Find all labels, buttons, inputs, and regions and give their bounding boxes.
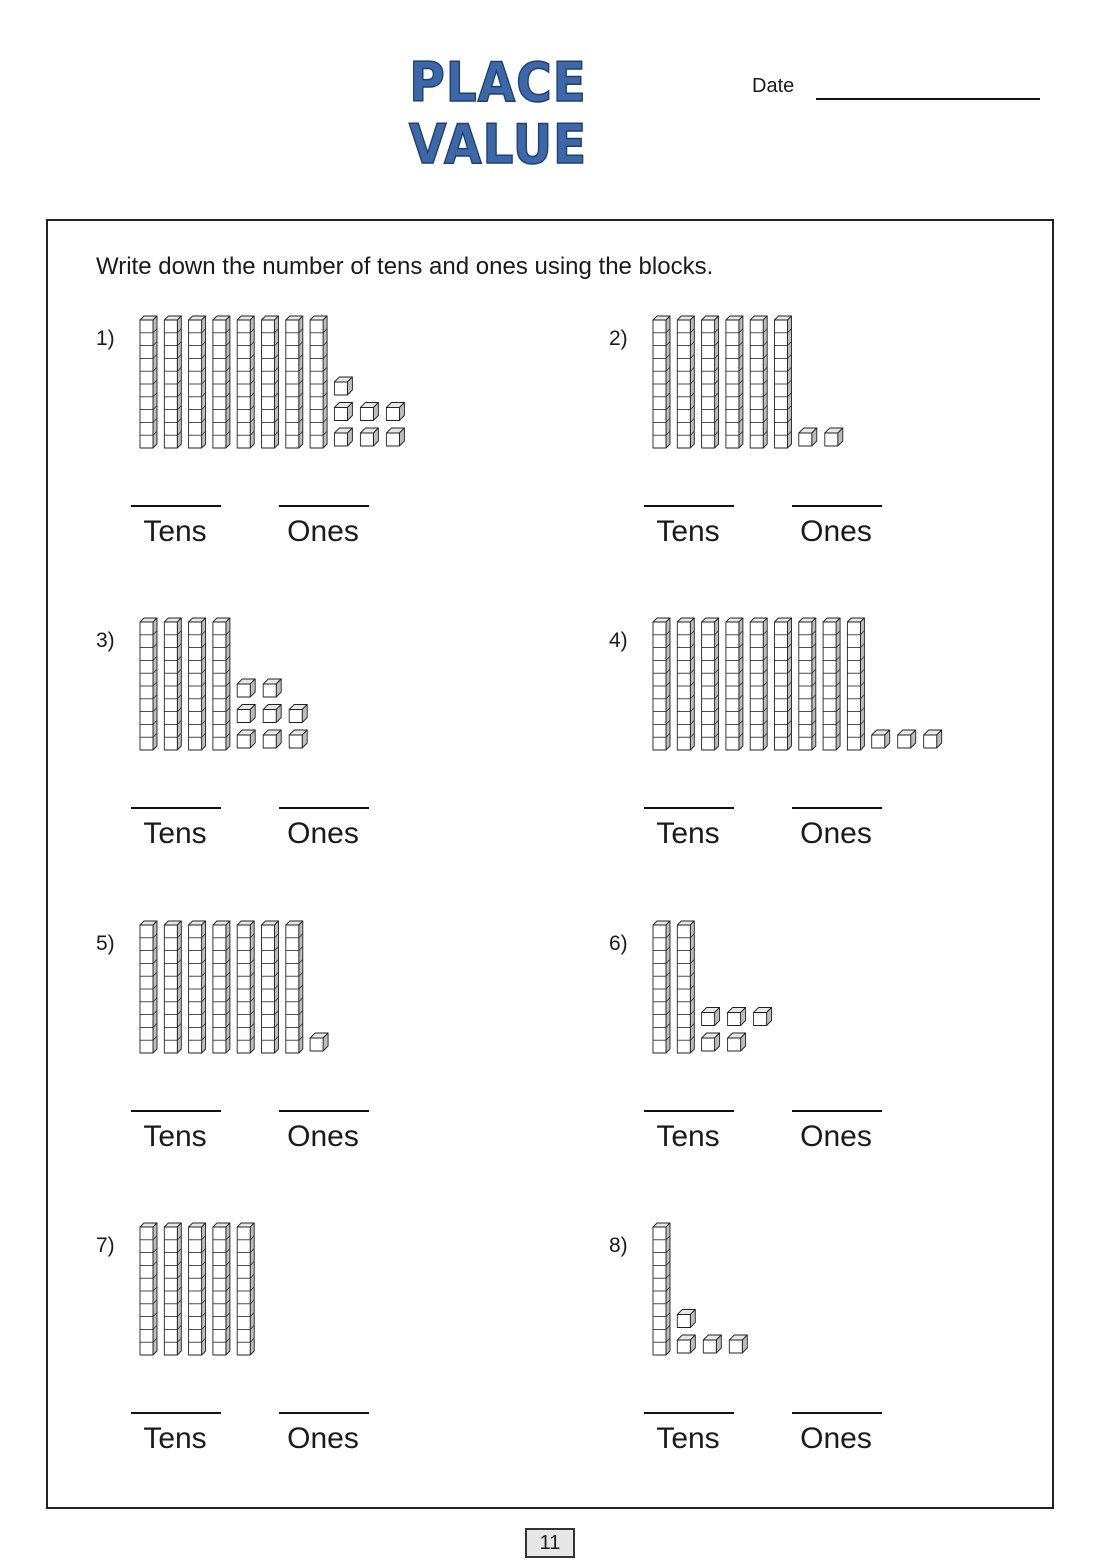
unit-cube bbox=[703, 1335, 721, 1353]
unit-cube bbox=[677, 1335, 695, 1353]
ten-rod bbox=[653, 316, 670, 448]
unit-cube bbox=[702, 1008, 720, 1026]
unit-cube bbox=[334, 377, 352, 395]
ten-rod bbox=[653, 618, 670, 750]
ten-rod bbox=[189, 921, 206, 1053]
tens-answer-line[interactable] bbox=[131, 807, 221, 809]
ones-answer-line[interactable] bbox=[279, 505, 369, 507]
ten-rod bbox=[140, 316, 157, 448]
unit-cube bbox=[289, 705, 307, 723]
tens-label: Tens bbox=[656, 1120, 720, 1153]
ten-rod bbox=[750, 618, 767, 750]
ten-rod bbox=[140, 921, 157, 1053]
ten-rod bbox=[726, 316, 743, 448]
ten-rod bbox=[237, 921, 254, 1053]
ones-label: Ones bbox=[287, 515, 359, 548]
tens-label: Tens bbox=[143, 515, 207, 548]
problem-number: 6) bbox=[609, 932, 628, 955]
problem-1 bbox=[96, 314, 516, 574]
unit-cube bbox=[263, 679, 281, 697]
ten-rod bbox=[164, 1223, 181, 1355]
tens-label: Tens bbox=[143, 1422, 207, 1455]
ones-answer-line[interactable] bbox=[279, 807, 369, 809]
problem-3 bbox=[96, 616, 516, 876]
unit-cube bbox=[310, 1033, 328, 1051]
unit-cube bbox=[728, 1033, 746, 1051]
ten-rod bbox=[213, 921, 230, 1053]
ten-rod bbox=[775, 618, 792, 750]
ten-rod bbox=[823, 618, 840, 750]
unit-cube bbox=[702, 1033, 720, 1051]
ones-label: Ones bbox=[287, 817, 359, 850]
ten-rod bbox=[653, 1223, 670, 1355]
ten-rod bbox=[262, 316, 279, 448]
ten-rod bbox=[189, 618, 206, 750]
date-label: Date bbox=[752, 75, 795, 97]
unit-cube bbox=[898, 730, 916, 748]
unit-cube bbox=[729, 1335, 747, 1353]
unit-cube bbox=[334, 428, 352, 446]
ten-rod bbox=[213, 1223, 230, 1355]
unit-cube bbox=[263, 705, 281, 723]
ones-answer-line[interactable] bbox=[279, 1110, 369, 1112]
ten-rod bbox=[799, 618, 816, 750]
ten-rod bbox=[213, 618, 230, 750]
ten-rod bbox=[677, 921, 694, 1053]
unit-cube bbox=[872, 730, 890, 748]
base-ten-blocks bbox=[651, 1221, 1011, 1361]
problem-6 bbox=[609, 919, 1029, 1179]
ten-rod bbox=[140, 1223, 157, 1355]
tens-answer-line[interactable] bbox=[131, 505, 221, 507]
ones-answer-line[interactable] bbox=[792, 807, 882, 809]
ones-label: Ones bbox=[800, 1120, 872, 1153]
ten-rod bbox=[750, 316, 767, 448]
ten-rod bbox=[286, 316, 303, 448]
unit-cube bbox=[263, 730, 281, 748]
tens-answer-line[interactable] bbox=[644, 1412, 734, 1414]
unit-cube bbox=[754, 1008, 772, 1026]
unit-cube bbox=[825, 428, 843, 446]
tens-label: Tens bbox=[656, 1422, 720, 1455]
unit-cube bbox=[924, 730, 942, 748]
unit-cube bbox=[237, 679, 255, 697]
problem-number: 4) bbox=[609, 629, 628, 652]
ones-label: Ones bbox=[287, 1422, 359, 1455]
ten-rod bbox=[140, 618, 157, 750]
ten-rod bbox=[262, 921, 279, 1053]
tens-label: Tens bbox=[143, 1120, 207, 1153]
ten-rod bbox=[702, 316, 719, 448]
ten-rod bbox=[310, 316, 327, 448]
unit-cube bbox=[289, 730, 307, 748]
base-ten-blocks bbox=[138, 919, 498, 1059]
base-ten-blocks bbox=[651, 314, 1011, 454]
ten-rod bbox=[237, 316, 254, 448]
unit-cube bbox=[237, 730, 255, 748]
ones-answer-line[interactable] bbox=[792, 505, 882, 507]
ten-rod bbox=[847, 618, 864, 750]
tens-answer-line[interactable] bbox=[131, 1110, 221, 1112]
ten-rod bbox=[213, 316, 230, 448]
problem-number: 1) bbox=[96, 327, 115, 350]
unit-cube bbox=[386, 428, 404, 446]
ten-rod bbox=[775, 316, 792, 448]
tens-label: Tens bbox=[143, 817, 207, 850]
ten-rod bbox=[677, 618, 694, 750]
unit-cube bbox=[677, 1310, 695, 1328]
unit-cube bbox=[799, 428, 817, 446]
unit-cube bbox=[334, 403, 352, 421]
ten-rod bbox=[726, 618, 743, 750]
problem-4 bbox=[609, 616, 1029, 876]
problem-5 bbox=[96, 919, 516, 1179]
date-field[interactable] bbox=[816, 98, 1040, 100]
ten-rod bbox=[164, 618, 181, 750]
ones-answer-line[interactable] bbox=[792, 1110, 882, 1112]
ten-rod bbox=[677, 316, 694, 448]
ten-rod bbox=[237, 1223, 254, 1355]
page-title: PLACE VALUE bbox=[408, 51, 588, 176]
unit-cube bbox=[386, 403, 404, 421]
base-ten-blocks bbox=[651, 616, 1011, 756]
base-ten-blocks bbox=[651, 919, 1011, 1059]
base-ten-blocks bbox=[138, 314, 498, 454]
tens-answer-line[interactable] bbox=[644, 1110, 734, 1112]
problem-7 bbox=[96, 1221, 516, 1481]
unit-cube bbox=[360, 428, 378, 446]
base-ten-blocks bbox=[138, 616, 498, 756]
ones-label: Ones bbox=[800, 1422, 872, 1455]
problem-number: 8) bbox=[609, 1234, 628, 1257]
ten-rod bbox=[164, 316, 181, 448]
ten-rod bbox=[164, 921, 181, 1053]
ones-answer-line[interactable] bbox=[279, 1412, 369, 1414]
base-ten-blocks bbox=[138, 1221, 498, 1361]
ones-label: Ones bbox=[800, 817, 872, 850]
ten-rod bbox=[189, 316, 206, 448]
problem-2 bbox=[609, 314, 1029, 574]
instructions: Write down the number of tens and ones using the blocks. bbox=[96, 253, 714, 280]
page-number: 11 bbox=[525, 1528, 575, 1558]
tens-answer-line[interactable] bbox=[644, 505, 734, 507]
ten-rod bbox=[189, 1223, 206, 1355]
tens-label: Tens bbox=[656, 515, 720, 548]
unit-cube bbox=[237, 705, 255, 723]
ones-label: Ones bbox=[800, 515, 872, 548]
tens-answer-line[interactable] bbox=[644, 807, 734, 809]
ones-label: Ones bbox=[287, 1120, 359, 1153]
ten-rod bbox=[653, 921, 670, 1053]
problem-8 bbox=[609, 1221, 1029, 1481]
problem-number: 2) bbox=[609, 327, 628, 350]
problem-number: 3) bbox=[96, 629, 115, 652]
ten-rod bbox=[702, 618, 719, 750]
problem-number: 7) bbox=[96, 1234, 115, 1257]
unit-cube bbox=[360, 403, 378, 421]
tens-label: Tens bbox=[656, 817, 720, 850]
problem-number: 5) bbox=[96, 932, 115, 955]
ten-rod bbox=[286, 921, 303, 1053]
unit-cube bbox=[728, 1008, 746, 1026]
tens-answer-line[interactable] bbox=[131, 1412, 221, 1414]
ones-answer-line[interactable] bbox=[792, 1412, 882, 1414]
